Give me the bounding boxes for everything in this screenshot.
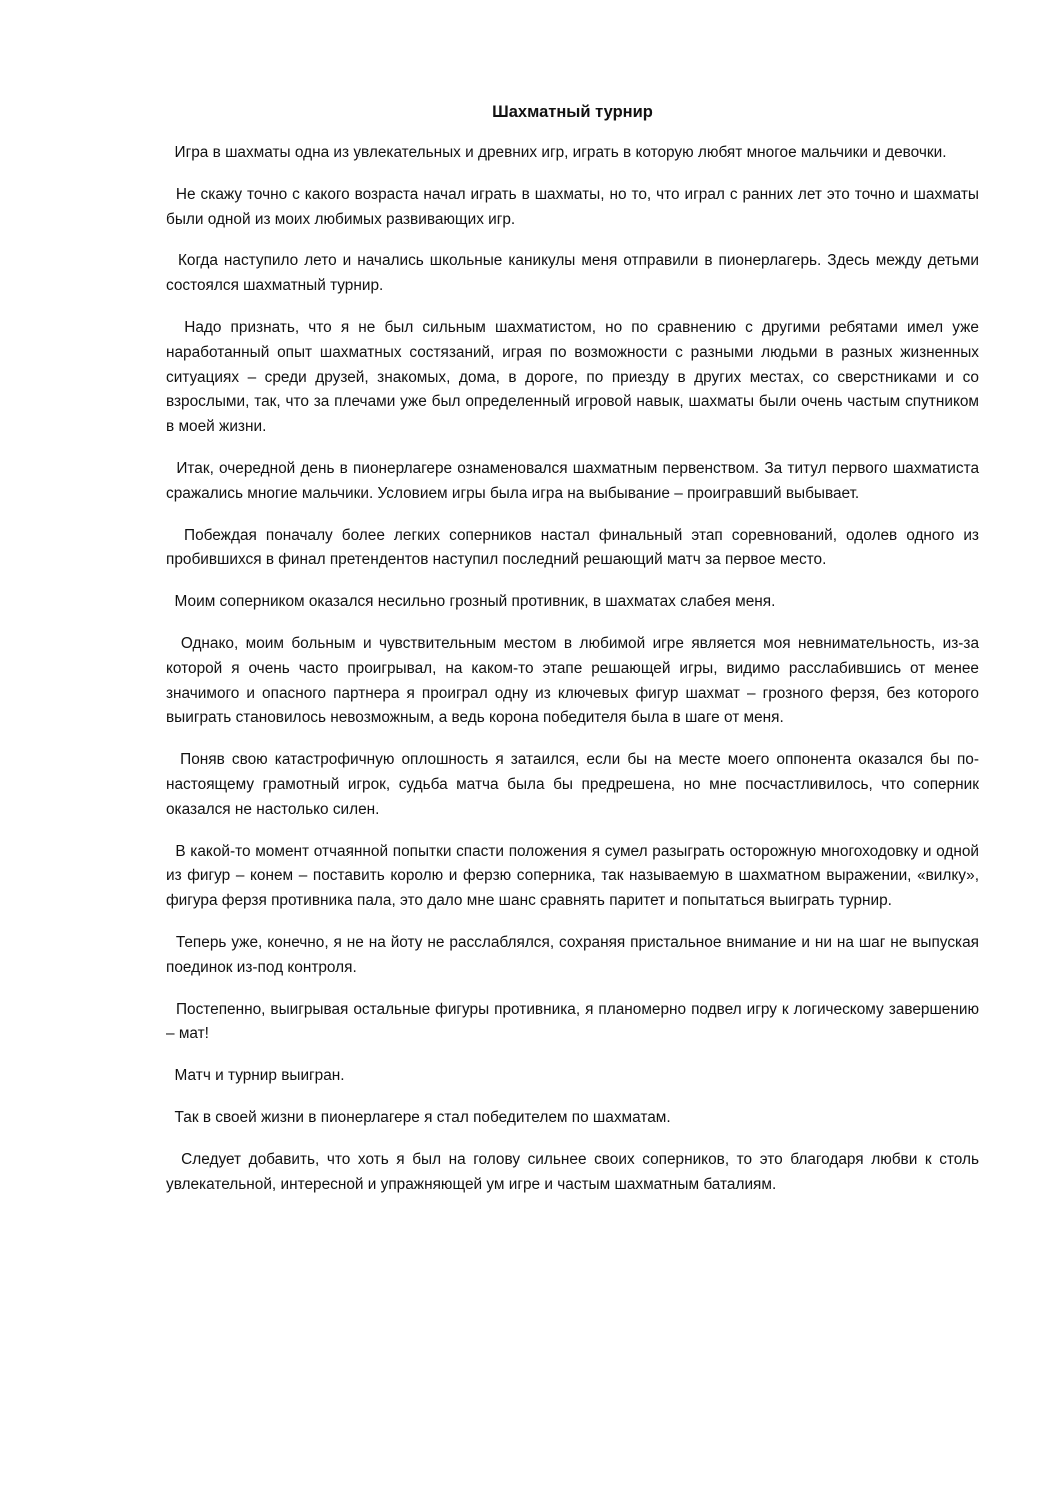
paragraph-2: Не скажу точно с какого возраста начал играть в шахматы, но то, что играл с ранних лет это точно и шахматы были одной из моих любимых развивающих игр. (166, 185, 979, 228)
paragraph-4: Надо признать, что я не был сильным шахматистом, но по сравнению с другими ребятами имел уже наработанный опыт шахматных состязаний, играя по возможности с разными людьми в разных жизненных ситуациях – среди друзей, знакомых, дома, в дороге, по приезду в других местах, со сверстниками и со взрослыми, так, что за плечами уже был определенный игровой навык, шахматы были очень частым спутником в моей жизни. (166, 318, 979, 436)
paragraph-9: Поняв свою катастрофичную оплошность я затаился, если бы на месте моего оппонента оказался бы по-настоящему грамотный игрок, судьба матча была бы предрешена, но мне посчастливилось, что соперник оказался не настолько силен. (166, 751, 979, 818)
paragraph-12: Постепенно, выигрывая остальные фигуры противника, я планомерно подвел игру к логическому завершению – мат! (166, 1000, 979, 1043)
paragraph-3: Когда наступило лето и начались школьные каникулы меня отправили в пионерлагерь. Здесь между детьми состоялся шахматный турнир. (166, 252, 979, 295)
paragraph-11: Теперь уже, конечно, я не на йоту не расслаблялся, сохраняя пристальное внимание и ни на шаг не выпуская поединок из-под контроля. (166, 933, 979, 976)
paragraph-6: Побеждая поначалу более легких соперников настал финальный этап соревнований, одолев одного из пробившихся в финал претендентов наступил последний решающий матч за первое место. (166, 526, 979, 569)
paragraph-7: Моим соперником оказался несильно грозный противник, в шахматах слабея меня. (166, 593, 776, 611)
paragraph-15: Следует добавить, что хоть я был на голову сильнее своих соперников, то это благодаря любви к столь увлекательной, интересной и упражняющей ум игре и частым шахматным баталиям. (166, 1150, 979, 1193)
paragraph-14: Так в своей жизни в пионерлагере я стал победителем по шахматам. (166, 1108, 671, 1126)
paragraph-13: Матч и турнир выигран. (166, 1067, 345, 1085)
document-title: Шахматный турнир (492, 103, 653, 121)
document-body (166, 100, 979, 1214)
paragraph-8: Однако, моим больным и чувствительным местом в любимой игре является моя невнимательность, из-за которой я очень часто проигрывал, на каком-то этапе решающей игры, видимо расслабившись от менее значимого и опасного партнера я проиграл одну из ключевых фигур шахмат – грозного ферзя, без которого выиграть становилось невозможным, а ведь корона победителя была в шаге от меня. (166, 634, 979, 727)
paragraph-5: Итак, очередной день в пионерлагере ознаменовался шахматным первенством. За титул первого шахматиста сражались многие мальчики. Условием игры была игра на выбывание – проигравший выбывает. (166, 459, 979, 502)
paragraph-1: Игра в шахматы одна из увлекательных и древних игр, играть в которую любят многое мальчики и девочки. (166, 144, 947, 161)
paragraph-10: В какой-то момент отчаянной попытки спасти положения я сумел разыграть осторожную многоходовку и одной из фигур – конем – поставить королю и ферзю соперника, так называемую в шахматном выражении, «вилку», фигура ферзя противника пала, это дало мне шанс сравнять паритет и попытаться выиграть турнир. (166, 842, 979, 910)
